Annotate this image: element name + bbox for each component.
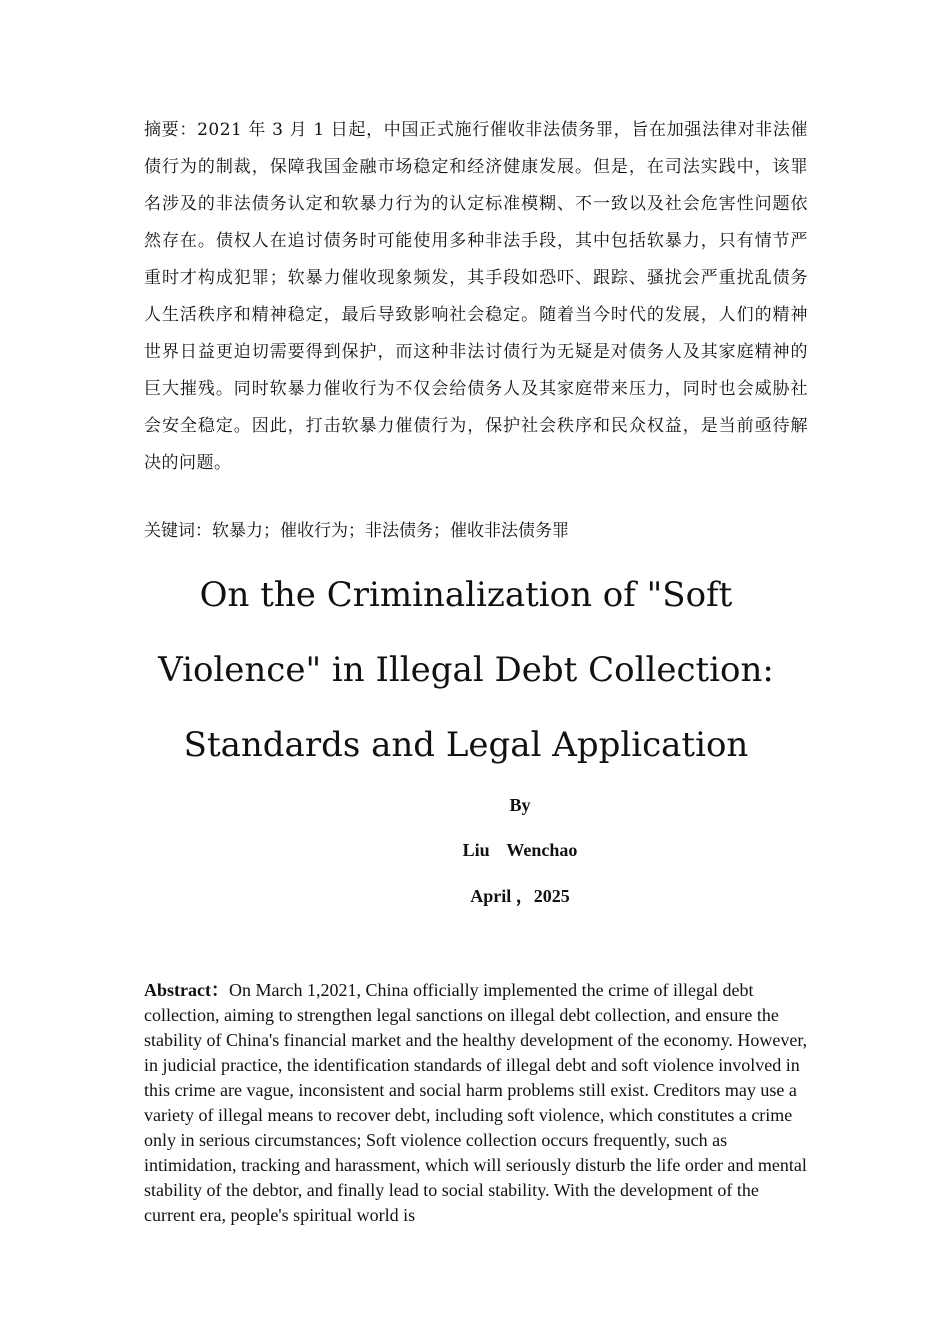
chinese-abstract-text: 2021 年 3 月 1 日起，中国正式施行催收非法债务罪，旨在加强法律对非法催债行为的制裁，保障我国金融市场稳定和经济健康发展。但是，在司法实践中，该罪名涉及的非法债务认定和软暴力行为的认定标准模糊、不一致以及社会危害性问题依然存在。债权人在追讨债务时可能使用多种非法手段，其中包括软暴力，只有情节严重时才构成犯罪；软暴力催收现象频发，其手段如恐吓、跟踪、骚扰会严重扰乱债务人生活秩序和精神稳定，最后导致影响社会稳定。随着当今时代的发展，人们的精神世界日益更迫切需要得到保护，而这种非法讨债行为无疑是对债务人及其家庭精神的巨大摧残。同时软暴力催收行为不仅会给债务人及其家庭带来压力，同时也会威胁社会安全稳定。因此，打击软暴力催债行为，保护社会秩序和民众权益，是当前亟待解决的问题。 [144, 120, 809, 473]
english-abstract [144, 978, 808, 1228]
chinese-keywords-text: 软暴力；催收行为；非法债务；催收非法债务罪 [212, 521, 569, 541]
english-title: On the Criminalization of "Soft Violence" in Illegal Debt Collection: Standards and Legal Application [158, 575, 774, 765]
chinese-abstract-label: 摘要： [144, 120, 198, 140]
publication-date: April ，2025 [470, 886, 570, 906]
english-abstract-label: Abstract： [144, 980, 229, 1000]
chinese-keywords-label: 关键词： [144, 521, 212, 541]
english-abstract-text: On March 1,2021, China officially implemented the crime of illegal debt collection, aiming to strengthen legal sanctions on illegal debt collection, and ensure the stability of China's financial market and the healthy development of the economy. However, in judicial practice, the identification standards of illegal debt and soft violence involved in this crime are vague, inconsistent and social harm problems still exist. Creditors may use a variety of illegal means to recover debt, including soft violence, which constitutes a crime only in serious circumstances; Soft violence collection occurs frequently, such as intimidation, tracking and harassment, which will seriously disturb the life order and mental stability of the debtor, and finally lead to social stability. With the development of the current era, people's spiritual world is [144, 980, 808, 1225]
byline-by: By [509, 795, 531, 815]
author-name: Liu Wenchao [462, 840, 578, 860]
chinese-keywords [144, 516, 808, 546]
chinese-abstract [144, 112, 808, 482]
